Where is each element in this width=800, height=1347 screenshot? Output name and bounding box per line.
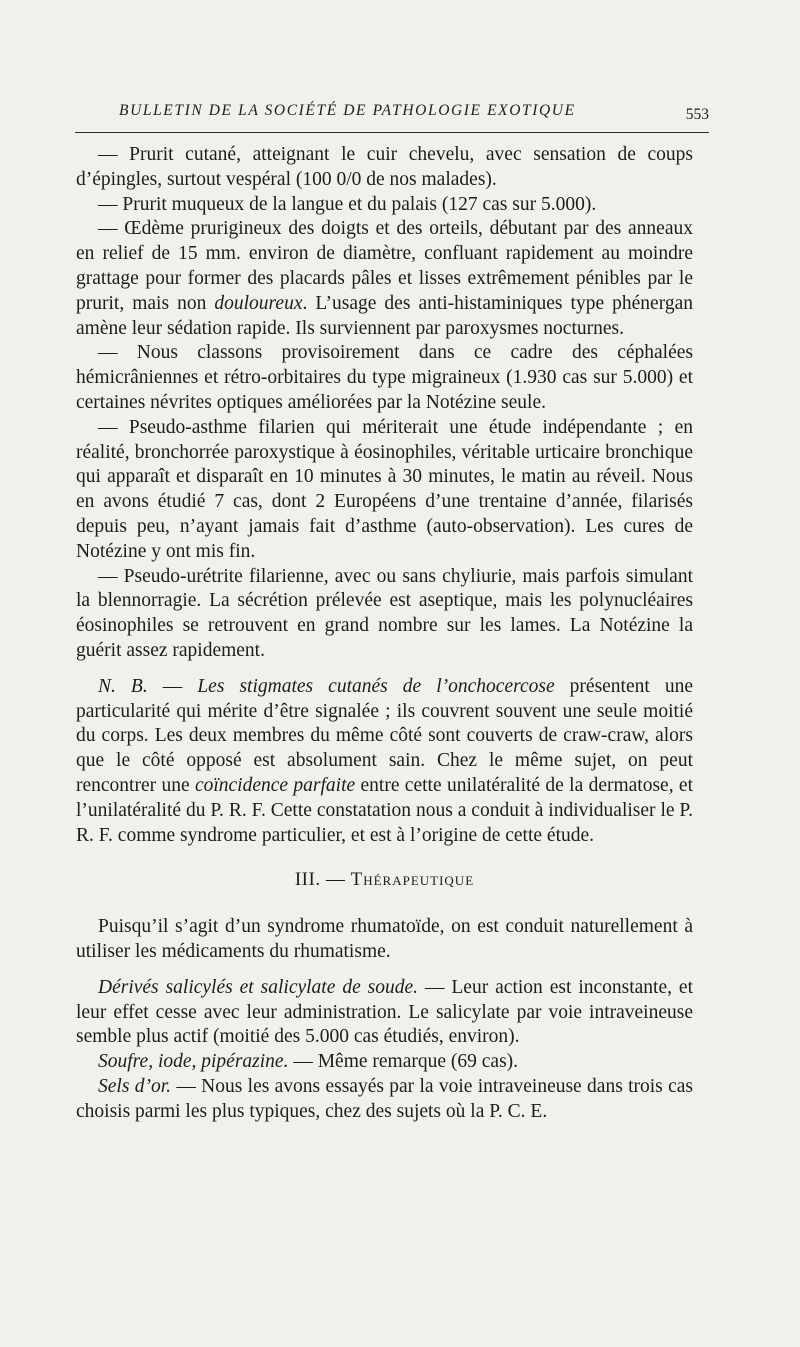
nb-text-2: entre cette unilatéralité de la dermatose, et l’unilatéralité du P. R. F. Cette constatation nous a conduit à individualiser le P. R. F. comme syndrome particulier, et est à l’origine de cette étude.	[76, 774, 693, 846]
nb-emphasis-1: Les stigmates cutanés de l’onchocercose	[197, 675, 555, 697]
page-header	[75, 102, 709, 133]
paragraph-soufre	[76, 1050, 693, 1075]
section-numeral: III.	[294, 869, 321, 891]
paragraph-oedeme	[76, 217, 693, 341]
section-heading	[76, 868, 693, 893]
soufre-title: Soufre, iode, pipérazine.	[98, 1051, 289, 1073]
oedeme-emphasis: douloureux	[214, 292, 303, 314]
soufre-text: — Même remarque (69 cas).	[288, 1051, 519, 1073]
nb-text-1: présentent une particularité qui mérite d’être signalée ; ils couvrent souvent une seule moitié du corps. Les deux membres du même côté sont couverts de craw-craw, alors que le côté opposé est absolument sain. Chez le même sujet, on peut rencontrer une	[76, 675, 694, 796]
paragraph-pseudo-asthme: — Pseudo-asthme filarien qui mériterait une étude indépendante ; en réalité, bronchorrée paroxystique à éosinophiles, véritable urticaire bronchique qui apparaît et disparaît en 10 minutes à 30 minutes, le matin au réveil. Nous en avons étudié 7 cas, dont 2 Européens d’une trentaine d’année, filarisés depuis peu, n’ayant jamais fait d’asthme (auto-observation). Les cures de Notézine y ont mis fin.	[76, 416, 693, 562]
nb-emphasis-2: coïncidence parfaite	[194, 774, 356, 796]
nb-label: N. B.	[98, 675, 148, 697]
nb-dash: —	[147, 675, 198, 697]
page-number: 553	[685, 106, 709, 123]
running-title: BULLETIN DE LA SOCIÉTÉ DE PATHOLOGIE EXOTIQUE	[119, 102, 576, 119]
paragraph-salicyles	[76, 976, 693, 1050]
salicyles-title: Dérivés salicylés et salicylate de soude.	[98, 976, 419, 998]
sels-or-title: Sels d’or.	[98, 1075, 172, 1097]
paragraph-nota-bene	[76, 675, 693, 849]
paragraph-sels-or	[76, 1075, 693, 1125]
section-title: Thérapeutique	[350, 869, 475, 891]
paragraph-cephalees: — Nous classons provisoirement dans ce cadre des céphalées hémicrâniennes et rétro-orbitaires du type migraineux (1.930 cas sur 5.000) et certaines névrites optiques améliorées par la Notézine seule.	[76, 342, 693, 413]
section-dash: —	[320, 869, 351, 891]
paragraph-prurit-muqueux: — Prurit muqueux de la langue et du palais (127 cas sur 5.000).	[98, 193, 597, 215]
salicyles-text: — Leur action est inconstante, et leur effet cesse avec leur administration. Le salicylate par voie intraveineuse semble plus actif (moitié des 5.000 cas étudiés, environ).	[76, 976, 694, 1048]
paragraph-prurit-cutane: — Prurit cutané, atteignant le cuir chevelu, avec sensation de coups d’épingles, surtout vespéral (100 0/0 de nos malades).	[76, 144, 693, 190]
sels-or-text: — Nous les avons essayés par la voie intraveineuse dans trois cas choisis parmi les plus typiques, chez des sujets où la P. C. E.	[76, 1075, 693, 1122]
paragraph-pseudo-uretrite: — Pseudo-urétrite filarienne, avec ou sans chyliurie, mais parfois simulant la blennorragie. La sécrétion prélevée est aseptique, mais les polynucléaires éosinophiles se retrouvent en grand nombre sur les lames. La Notézine la guérit assez rapidement.	[76, 565, 693, 661]
body-text	[76, 143, 693, 1124]
oedeme-text-a: — Œdème prurigineux des doigts et des orteils, débutant par des anneaux en relief de 15 mm. environ de diamètre, confluant rapidement au moindre grattage pour former des placards pâles et lisses extrêmement pénibles par le prurit, mais non	[76, 218, 693, 314]
paragraph-therapy-intro: Puisqu’il s’agit d’un syndrome rhumatoïde, on est conduit naturellement à utiliser les médicaments du rhumatisme.	[76, 916, 693, 962]
oedeme-text-b: . L’usage des anti-histaminiques type phénergan amène leur sédation rapide. Ils surviennent par paroxysmes nocturnes.	[76, 292, 693, 339]
